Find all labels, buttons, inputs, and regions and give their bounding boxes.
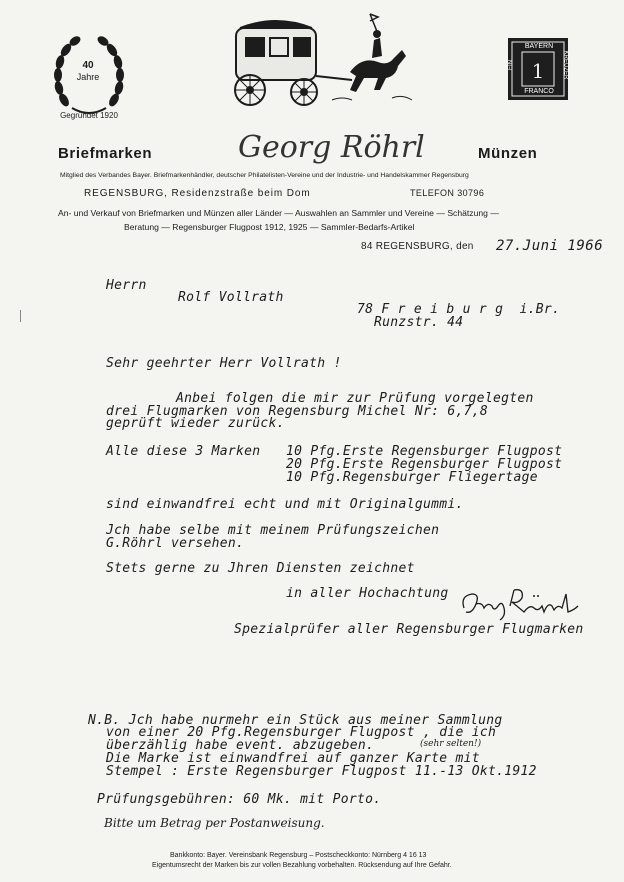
stamp-left-text: EIN (508, 59, 515, 71)
mark-item-3: 10 Pfg.Regensburger Fliegertage (286, 470, 538, 485)
jubilee-number: 40 (82, 60, 94, 71)
fees-line: Prüfungsgebühren: 60 Mk. mit Porto. (97, 792, 382, 807)
services-line-2: Beratung — Regensburger Flugpost 1912, 1925 — Sammler-Bedarfs-Artikel (124, 222, 415, 232)
genuine-statement: sind einwandfrei echt und mit Originalgummi. (106, 497, 464, 512)
nb-handwritten-aside: (sehr selten!) (420, 739, 482, 749)
nb-line5: Stempel : Erste Regensburger Flugpost 11.-13 Okt.1912 (106, 764, 537, 779)
nb-line2: von einer 20 Pfg.Regensburger Flugpost , die ich (106, 725, 497, 740)
dateline-place: 84 REGENSBURG, den (361, 241, 474, 252)
jubilee-word: Jahre (76, 72, 100, 82)
body-p1-line1: Anbei folgen die mir zur Prüfung vorgelegten (176, 391, 534, 406)
dateline-date: 27.Juni 1966 (496, 238, 604, 254)
margin-mark (20, 310, 24, 322)
signatory-title: Spezialprüfer aller Regensburger Flugmarken (234, 622, 584, 637)
handwritten-note: Bitte um Betrag per Postanweisung. (104, 816, 325, 830)
footer-bank: Bankkonto: Bayer. Vereinsbank Regensburg – Postscheckkonto: Nürnberg 4 16 13 (170, 852, 427, 859)
mark-statement-line1: Jch habe selbe mit meinem Prüfungszeichen (106, 523, 440, 538)
marks-intro: Alle diese 3 Marken (106, 444, 261, 459)
letterhead-right-word: Münzen (478, 145, 538, 162)
nb-line3: überzählig habe event. abzugeben. (106, 738, 375, 753)
letterhead-left-word: Briefmarken (58, 145, 153, 162)
signature (458, 582, 584, 622)
company-address: REGENSBURG, Residenzstraße beim Dom (84, 188, 311, 199)
company-name: Georg Röhrl (238, 130, 425, 165)
svg-text:1: 1 (531, 59, 545, 83)
body-p1-line2: drei Flugmarken von Regensburg Michel Nr: 6,7,8 (106, 404, 488, 419)
nb-line4: Die Marke ist einwandfrei auf ganzer Karte mit (106, 751, 480, 766)
greeting: Sehr geehrter Herr Vollrath ! (106, 356, 342, 371)
founded-text: Gegründet 1920 (60, 111, 118, 120)
services-line-1: An- und Verkauf von Briefmarken und Münzen aller Länder — Auswahlen an Sammler und Vereine — Schätzung — (58, 208, 499, 218)
footer-notice: Eigentumsrecht der Marken bis zur vollen Bezahlung vorbehalten. Rücksendung auf Ihre Gefahr. (152, 862, 452, 869)
service-line: Stets gerne zu Jhren Diensten zeichnet (106, 561, 415, 576)
recipient-name: Rolf Vollrath (178, 290, 284, 305)
mark-item-2: 20 Pfg.Erste Regensburger Flugpost (286, 457, 563, 472)
body-p1-line3: geprüft wieder zurück. (106, 416, 285, 431)
nb-line1: N.B. Jch habe nurmehr ein Stück aus meiner Sammlung (88, 713, 503, 728)
mark-item-1: 10 Pfg.Erste Regensburger Flugpost (286, 444, 563, 459)
mark-statement-line2: G.Röhrl versehen. (106, 536, 245, 551)
stamp-right-text: KREUZER (562, 50, 569, 80)
membership-text: Mitglied des Verbandes Bayer. Briefmarkenhändler, deutscher Philatelisten-Vereine und der Industrie- und Handelskammer Regensburg (60, 172, 469, 179)
stamp-country-text: BAYERN (524, 43, 554, 50)
recipient-city: 78 F r e i b u r g i.Br. (357, 302, 561, 317)
closing-phrase: in aller Hochachtung (286, 586, 449, 601)
stagecoach-illustration (212, 10, 436, 110)
company-phone: TELEFON 30796 (410, 188, 485, 198)
stamp-franco-text: FRANCO (524, 88, 554, 95)
recipient-salutation: Herrn (106, 278, 147, 293)
recipient-street: Runzstr. 44 (374, 315, 464, 330)
